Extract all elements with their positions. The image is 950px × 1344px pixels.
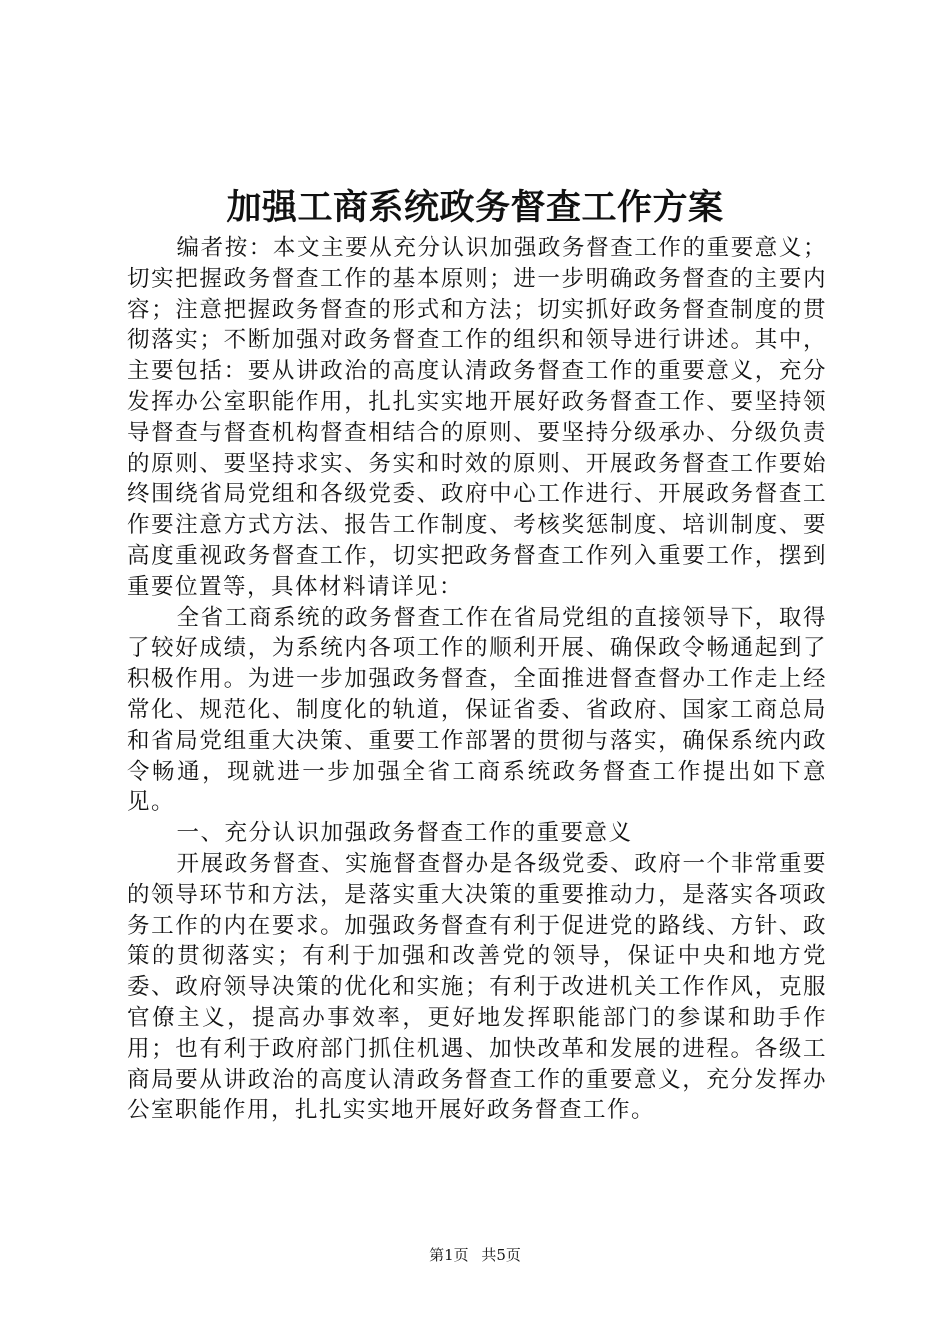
- page-footer: [0, 1245, 950, 1265]
- section-paragraph: 开展政务督查、实施督查督办是各级党委、政府一个非常重要的领导环节和方法，是落实重大决策的重要推动力，是落实各项政务工作的内在要求。加强政务督查有利于促进党的路线、方针、政策的贯彻落实；有利于加强和改善党的领导，保证中央和地方党委、政府领导决策的优化和实施；有利于改进机关工作作风，克服官僚主义，提高办事效率，更好地发挥职能部门的参谋和助手作用；也有利于政府部门抓住机遇、加快改革和发展的进程。各级工商局要从讲政治的高度认清政务督查工作的重要意义，充分发挥办公室职能作用，扎扎实实地开展好政务督查工作。: [127, 850, 827, 1124]
- section-heading: 一、充分认识加强政务督查工作的重要意义: [176, 820, 633, 847]
- page-total: 共5页: [481, 1246, 521, 1264]
- editor-note-paragraph: 编者按：本文主要从充分认识加强政务督查工作的重要意义；切实把握政务督查工作的基本原则；进一步明确政务督查的主要内容；注意把握政务督查的形式和方法；切实抓好政务督查制度的贯彻落实；不断加强对政务督查工作的组织和领导进行讲述。其中，主要包括：要从讲政治的高度认清政务督查工作的重要意义，充分发挥办公室职能作用，扎扎实实地开展好政务督查工作、要坚持领导督查与督查机构督查相结合的原则、要坚持分级承办、分级负责的原则、要坚持求实、务实和时效的原则、开展政务督查工作要始终围绕省局党组和各级党委、政府中心工作进行、开展政务督查工作要注意方式方法、报告工作制度、考核奖惩制度、培训制度、要高度重视政务督查工作，切实把政务督查工作列入重要工作，摆到重要位置等，具体材料请详见：: [127, 235, 827, 600]
- page-number: 第1页: [429, 1246, 469, 1264]
- document-body: [127, 233, 827, 1126]
- document-title: 加强工商系统政务督查工作方案: [226, 187, 724, 228]
- intro-paragraph: 全省工商系统的政务督查工作在省局党组的直接领导下，取得了较好成绩，为系统内各项工作的顺利开展、确保政令畅通起到了积极作用。为进一步加强政务督查，全面推进督查督办工作走上经常化、规范化、制度化的轨道，保证省委、省政府、国家工商总局和省局党组重大决策、重要工作部署的贯彻与落实，确保系统内政令畅通，现就进一步加强全省工商系统政务督查工作提出如下意见。: [127, 604, 827, 816]
